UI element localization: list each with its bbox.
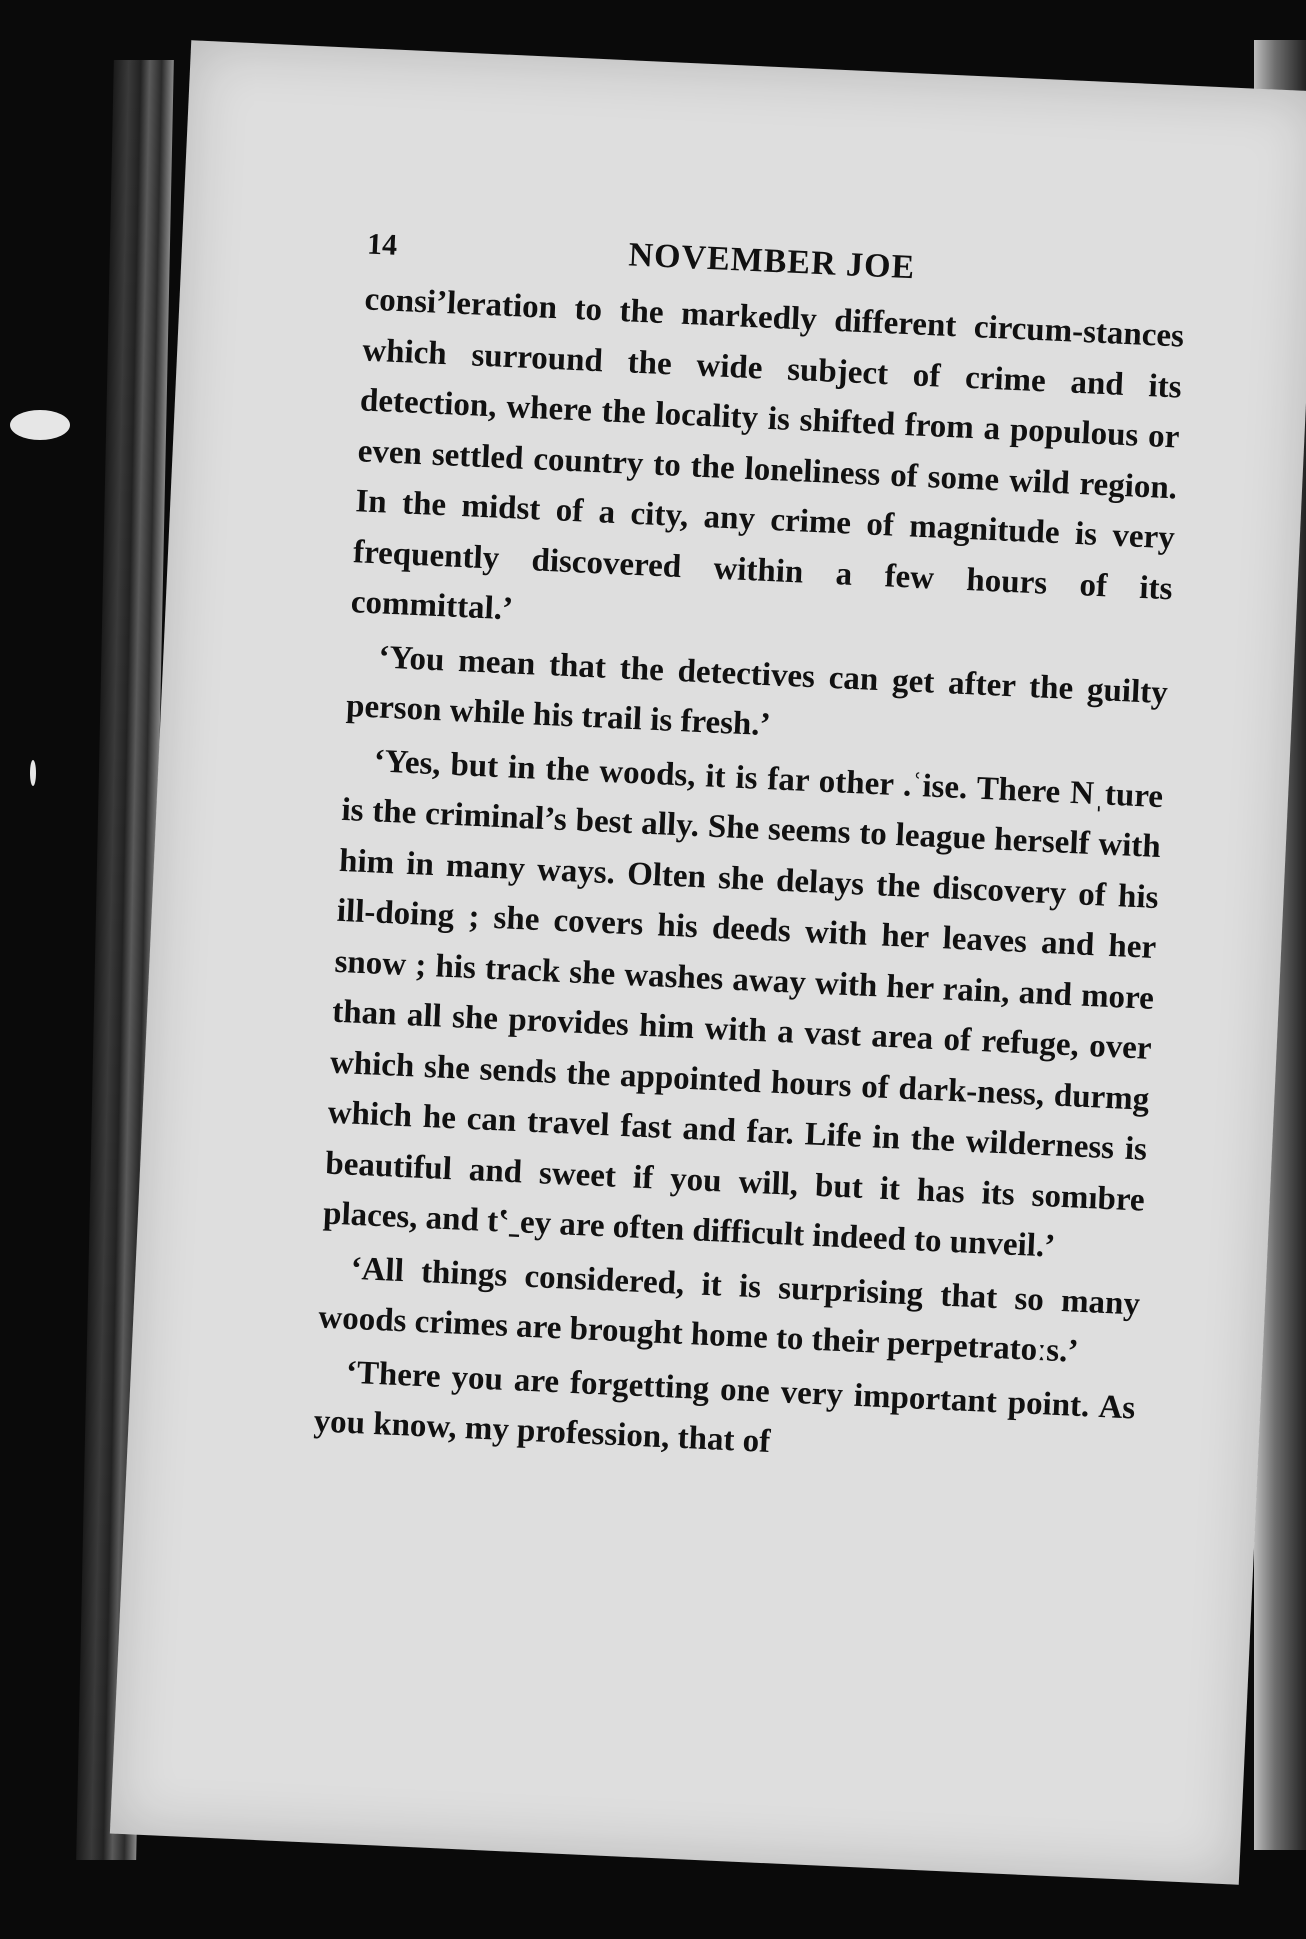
paragraph: consiʼleration to the markedly different circum-stances which surround the wide subject of crime and its detection, where the locality is shifted from a populous or even settled country to the loneliness of some wild region. In the midst of a city, any crime of magnitude is very frequently discovered within a few hours of its committal.’: [350, 281, 1185, 628]
page-number: 14: [366, 227, 398, 262]
paragraph: ‘There you are forgetting one very important point. As you know, my profession, that of: [312, 1354, 1137, 1460]
book-page: [110, 40, 1306, 1884]
paragraph: ‘You mean that the detectives can get after the guilty person while his trail is fresh.’: [345, 638, 1169, 744]
scan-artifact: [30, 760, 36, 786]
page-content: [312, 219, 1187, 1487]
paragraph: ‘All things considered, it is surprising that so many woods crimes are brought home to their perpetratoːs.’: [317, 1250, 1141, 1370]
running-title: NOVEMBER JOE: [627, 236, 916, 287]
paragraph: ‘Yes, but in the woods, it is far other .ʿise. There Nˌture is the criminal’s best ally. She seems to league herself with him in many ways. Olten she delays the discovery of his ill-doing ; she covers his deeds with her leaves and her snow ; his track she washes away with her rain, and more than all she provides him with a vast area of refuge, over which she sends the appointed hours of dark-ness, durmg which he can travel fast and far. Life in the wilderness is beautiful and sweet if you will, but it has its somıbre places, and tʽˍey are often difficult indeed to unveil.’: [322, 742, 1164, 1265]
scan-artifact: [10, 410, 70, 440]
